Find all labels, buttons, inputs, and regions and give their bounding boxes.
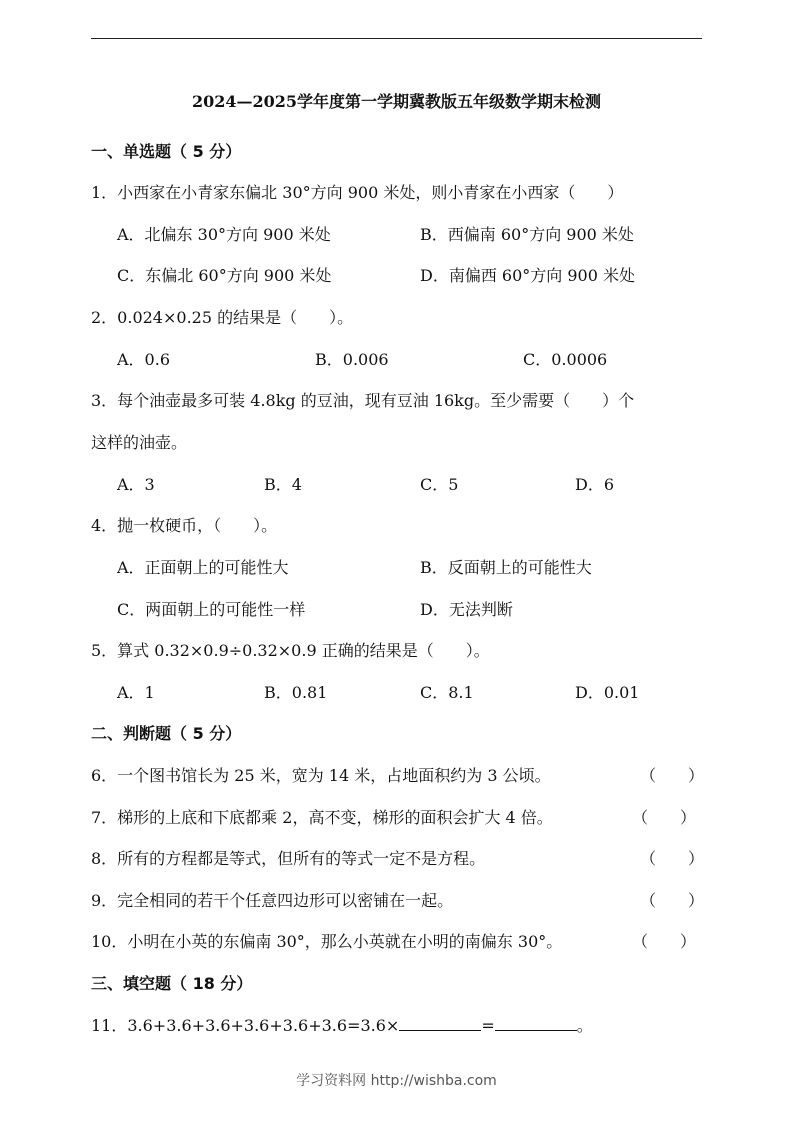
q5-option-d: D．0.01 [575, 683, 640, 702]
question-11 [91, 1013, 593, 1036]
q5-option-c: C．8.1 [420, 683, 474, 702]
q10-answer-parens: （ ） [632, 932, 697, 951]
question-6: 6．一个图书馆长为 25 米，宽为 14 米，占地面积约为 3 公顷。 [91, 766, 551, 785]
q8-answer-parens: （ ） [640, 849, 705, 868]
question-2: 2．0.024×0.25 的结果是（ ）。 [91, 308, 354, 327]
question-7: 7．梯形的上底和下底都乘 2，高不变，梯形的面积会扩大 4 倍。 [91, 808, 553, 827]
q11-blank-1[interactable] [399, 1016, 481, 1031]
q1-option-a: A．北偏东 30°方向 900 米处 [117, 225, 331, 244]
q9-answer-parens: （ ） [640, 891, 705, 910]
q5-option-a: A．1 [117, 683, 155, 702]
q1-option-b: B．西偏南 60°方向 900 米处 [420, 225, 634, 244]
q7-answer-parens: （ ） [632, 808, 697, 827]
q5-option-b: B．0.81 [264, 683, 328, 702]
q2-option-b: B．0.006 [315, 350, 389, 369]
q1-option-d: D．南偏西 60°方向 900 米处 [420, 266, 635, 285]
q11-blank-2[interactable] [495, 1016, 577, 1031]
q3-option-d: D．6 [575, 475, 615, 494]
q6-answer-parens: （ ） [640, 766, 705, 785]
question-5: 5．算式 0.32×0.9÷0.32×0.9 正确的结果是（ ）。 [91, 641, 490, 660]
page-title: 2024—2025学年度第一学期冀教版五年级数学期末检测 [191, 92, 602, 111]
q4-option-d: D．无法判断 [420, 600, 513, 619]
q3-option-b: B．4 [264, 475, 302, 494]
question-3-line-1: 3．每个油壶最多可装 4.8kg 的豆油，现有豆油 16kg。至少需要（ ）个 [91, 391, 635, 410]
q3-option-a: A．3 [117, 475, 155, 494]
section-heading-single-choice: 一、单选题（ 5 分） [91, 142, 242, 161]
question-8: 8．所有的方程都是等式，但所有的等式一定不是方程。 [91, 849, 486, 868]
q4-option-c: C．两面朝上的可能性一样 [117, 600, 306, 619]
question-1: 1．小西家在小青家东偏北 30°方向 900 米处，则小青家在小西家（ ） [91, 183, 624, 202]
q4-option-a: A．正面朝上的可能性大 [117, 558, 289, 577]
header-rule [91, 38, 702, 39]
section-heading-fill-blank: 三、填空题（ 18 分） [91, 974, 253, 993]
question-9: 9．完全相同的若干个任意四边形可以密铺在一起。 [91, 891, 454, 910]
q11-equals: = [481, 1016, 495, 1035]
footer-watermark: 学习资料网 http://wishba.com [296, 1073, 497, 1089]
q11-period: 。 [576, 1016, 593, 1035]
q2-option-a: A．0.6 [117, 350, 171, 369]
q1-option-c: C．东偏北 60°方向 900 米处 [117, 266, 332, 285]
question-3-line-2: 这样的油壶。 [91, 433, 188, 452]
q4-option-b: B．反面朝上的可能性大 [420, 558, 592, 577]
q3-option-c: C．5 [420, 475, 459, 494]
q11-expression: 11．3.6+3.6+3.6+3.6+3.6+3.6=3.6× [91, 1016, 400, 1035]
question-4: 4．抛一枚硬币，（ ）。 [91, 516, 278, 535]
q2-option-c: C．0.0006 [523, 350, 608, 369]
question-10: 10．小明在小英的东偏南 30°，那么小英就在小明的南偏东 30°。 [91, 932, 563, 951]
section-heading-true-false: 二、判断题（ 5 分） [91, 724, 242, 743]
